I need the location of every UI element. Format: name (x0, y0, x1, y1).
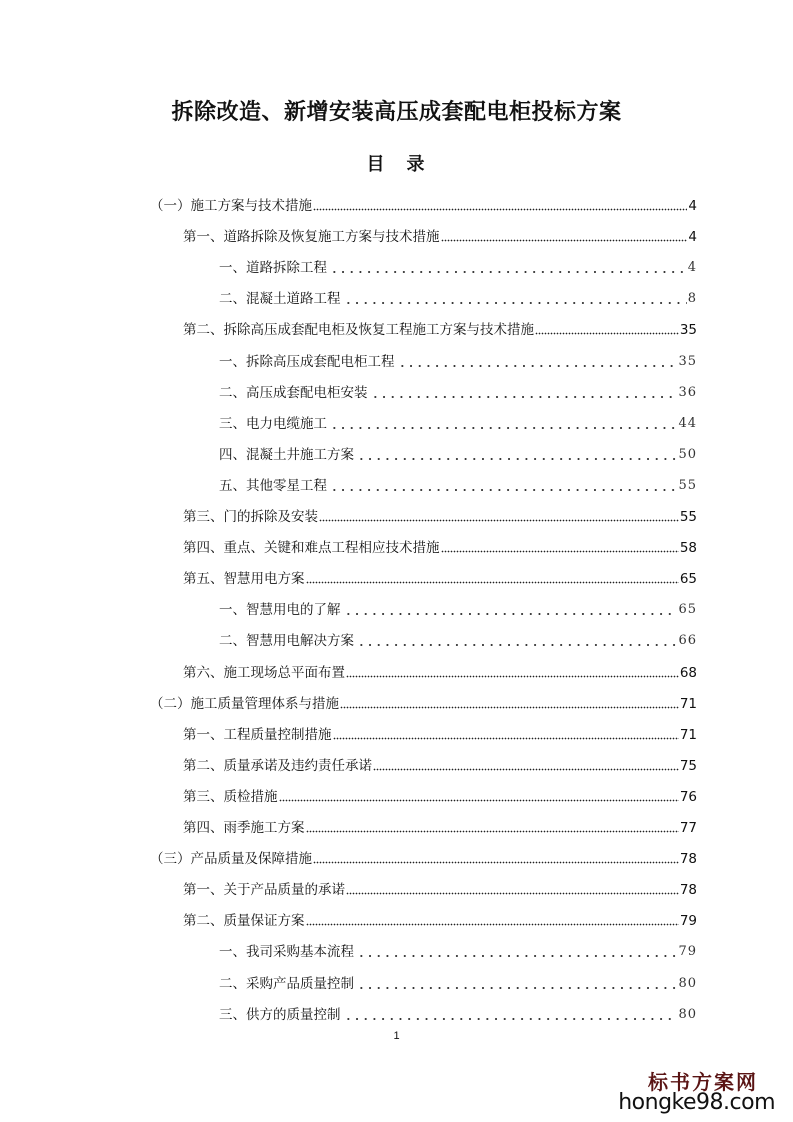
toc-leader-dots (355, 447, 677, 461)
toc-entry-page: 68 (679, 664, 697, 681)
toc-entry-label: 第二、质量承诺及违约责任承诺 (183, 757, 372, 774)
toc-leader-dots (313, 851, 679, 865)
toc-leader-dots (333, 727, 679, 741)
toc-leader-dots (342, 1007, 678, 1021)
toc-entry-label: 三、电力电缆施工 (219, 415, 327, 432)
toc-leader-dots (313, 198, 687, 212)
toc-entry-page: 4 (687, 260, 697, 276)
watermark-site-name: 标书方案网 (648, 1070, 758, 1094)
toc-entry-label: 二、智慧用电解决方案 (219, 633, 354, 650)
toc-leader-dots (535, 322, 679, 336)
toc-entry-page: 80 (678, 975, 697, 991)
toc-entry-label: 五、其他零星工程 (219, 477, 327, 494)
toc-entry-label: 第一、关于产品质量的承诺 (183, 882, 345, 899)
watermark-site-url: hongke98.com (618, 1090, 775, 1115)
toc-entry[interactable] (183, 785, 697, 807)
toc-entry[interactable] (183, 318, 697, 340)
toc-leader-dots (306, 820, 679, 834)
toc-entry-label: 第三、质检措施 (183, 788, 278, 805)
toc-entry[interactable] (150, 692, 697, 714)
toc-entry-page: 66 (678, 633, 697, 649)
toc-entry-label: 第二、拆除高压成套配电柜及恢复工程施工方案与技术措施 (183, 322, 534, 339)
toc-leader-dots (279, 789, 679, 803)
toc-entry-label: 第五、智慧用电方案 (183, 571, 305, 588)
toc-entry-page: 55 (678, 477, 697, 493)
toc-entry[interactable] (150, 847, 697, 869)
toc-entry-label: 一、道路拆除工程 (219, 260, 327, 277)
toc-entry-page: 4 (688, 198, 697, 214)
toc-entry-label: 第四、雨季施工方案 (183, 820, 305, 836)
toc-entry-page: 4 (688, 229, 697, 246)
toc-entry-page: 36 (678, 384, 697, 400)
toc-entry[interactable] (183, 505, 697, 527)
toc-entry-label: 二、采购产品质量控制 (219, 975, 354, 992)
toc-entry-page: 35 (678, 353, 697, 369)
toc-entry-page: 71 (679, 726, 697, 743)
toc-entry-label: 第一、道路拆除及恢复施工方案与技术措施 (183, 229, 440, 246)
toc-leader-dots (346, 665, 679, 679)
toc-entry-label: 二、混凝土道路工程 (219, 291, 341, 308)
toc-entry-label: （一）施工方案与技术措施 (150, 198, 312, 214)
toc-entry[interactable] (219, 256, 697, 278)
toc-leader-dots (441, 540, 679, 554)
toc-entry[interactable] (219, 598, 697, 620)
toc-entry-page: 79 (679, 913, 697, 930)
toc-entry[interactable] (219, 443, 697, 465)
toc-entry[interactable] (183, 816, 697, 838)
toc-entry[interactable] (183, 225, 697, 247)
toc-entry-label: 第三、门的拆除及安装 (183, 509, 318, 525)
toc-entry[interactable] (183, 878, 697, 900)
toc-entry[interactable] (219, 350, 697, 372)
toc-entry[interactable] (219, 1003, 697, 1025)
toc-entry-page: 77 (679, 820, 697, 836)
toc-entry-page: 79 (678, 944, 697, 960)
toc-entry-page: 44 (678, 415, 697, 431)
toc-entry[interactable] (219, 287, 697, 309)
toc-entry-page: 78 (679, 882, 697, 899)
toc-leader-dots (328, 260, 687, 274)
toc-entry[interactable] (219, 629, 697, 651)
toc-leader-dots (346, 882, 679, 896)
toc-entry[interactable] (183, 567, 697, 589)
toc-leader-dots (355, 633, 677, 647)
toc-entry[interactable] (219, 972, 697, 994)
toc-entry[interactable] (150, 194, 697, 216)
toc-entry-page: 58 (679, 540, 697, 557)
toc-entry[interactable] (219, 474, 697, 496)
toc-heading: 目 录 (366, 154, 427, 175)
toc-leader-dots (373, 758, 679, 772)
toc-entry-label: 一、拆除高压成套配电柜工程 (219, 353, 395, 370)
toc-leader-dots (355, 976, 677, 990)
toc-entry-page: 50 (678, 446, 697, 462)
toc-leader-dots (396, 354, 678, 368)
toc-entry-page: 65 (678, 602, 697, 618)
toc-entry-label: 第四、重点、关键和难点工程相应技术措施 (183, 540, 440, 557)
toc-entry-label: 第二、质量保证方案 (183, 913, 305, 930)
toc-entry-label: 二、高压成套配电柜安装 (219, 384, 368, 401)
toc-entry[interactable] (183, 723, 697, 745)
toc-entry-label: 第六、施工现场总平面布置 (183, 664, 345, 681)
toc-entry[interactable] (183, 536, 697, 558)
toc-entry-label: 第一、工程质量控制措施 (183, 726, 332, 743)
toc-leader-dots (369, 385, 678, 399)
toc-leader-dots (306, 571, 679, 585)
toc-entry-page: 55 (679, 509, 697, 525)
toc-entry-label: 一、智慧用电的了解 (219, 602, 341, 619)
toc-entry-label: 四、混凝土井施工方案 (219, 446, 354, 463)
toc-entry[interactable] (219, 381, 697, 403)
toc-leader-dots (441, 229, 688, 243)
toc-leader-dots (319, 509, 679, 523)
toc-entry[interactable] (183, 754, 697, 776)
toc-entry-label: 三、供方的质量控制 (219, 1006, 341, 1023)
toc-entry-page: 78 (679, 851, 697, 868)
toc-entry-page: 76 (679, 788, 697, 805)
toc-leader-dots (342, 602, 678, 616)
toc-entry-page: 65 (679, 571, 697, 588)
toc-leader-dots (340, 696, 679, 710)
toc-entry[interactable] (183, 909, 697, 931)
toc-entry-page: 80 (678, 1006, 697, 1022)
toc-entry[interactable] (219, 940, 697, 962)
toc-entry-label: 一、我司采购基本流程 (219, 944, 354, 961)
toc-leader-dots (306, 913, 679, 927)
toc-leader-dots (355, 944, 677, 958)
toc-entry-page: 71 (679, 695, 697, 712)
toc-entry-label: （三）产品质量及保障措施 (150, 851, 312, 868)
toc-leader-dots (342, 291, 687, 305)
toc-leader-dots (328, 416, 677, 430)
document-title: 拆除改造、新增安装高压成套配电柜投标方案 (171, 100, 622, 125)
toc-entry-page: 75 (679, 757, 697, 774)
toc-leader-dots (328, 478, 677, 492)
page-number: 1 (393, 1030, 400, 1042)
toc-entry-label: （二）施工质量管理体系与措施 (150, 695, 339, 712)
toc-entry-page: 8 (687, 291, 697, 307)
toc-entry[interactable] (219, 412, 697, 434)
toc-entry-page: 35 (679, 322, 697, 339)
toc-entry[interactable] (183, 661, 697, 683)
